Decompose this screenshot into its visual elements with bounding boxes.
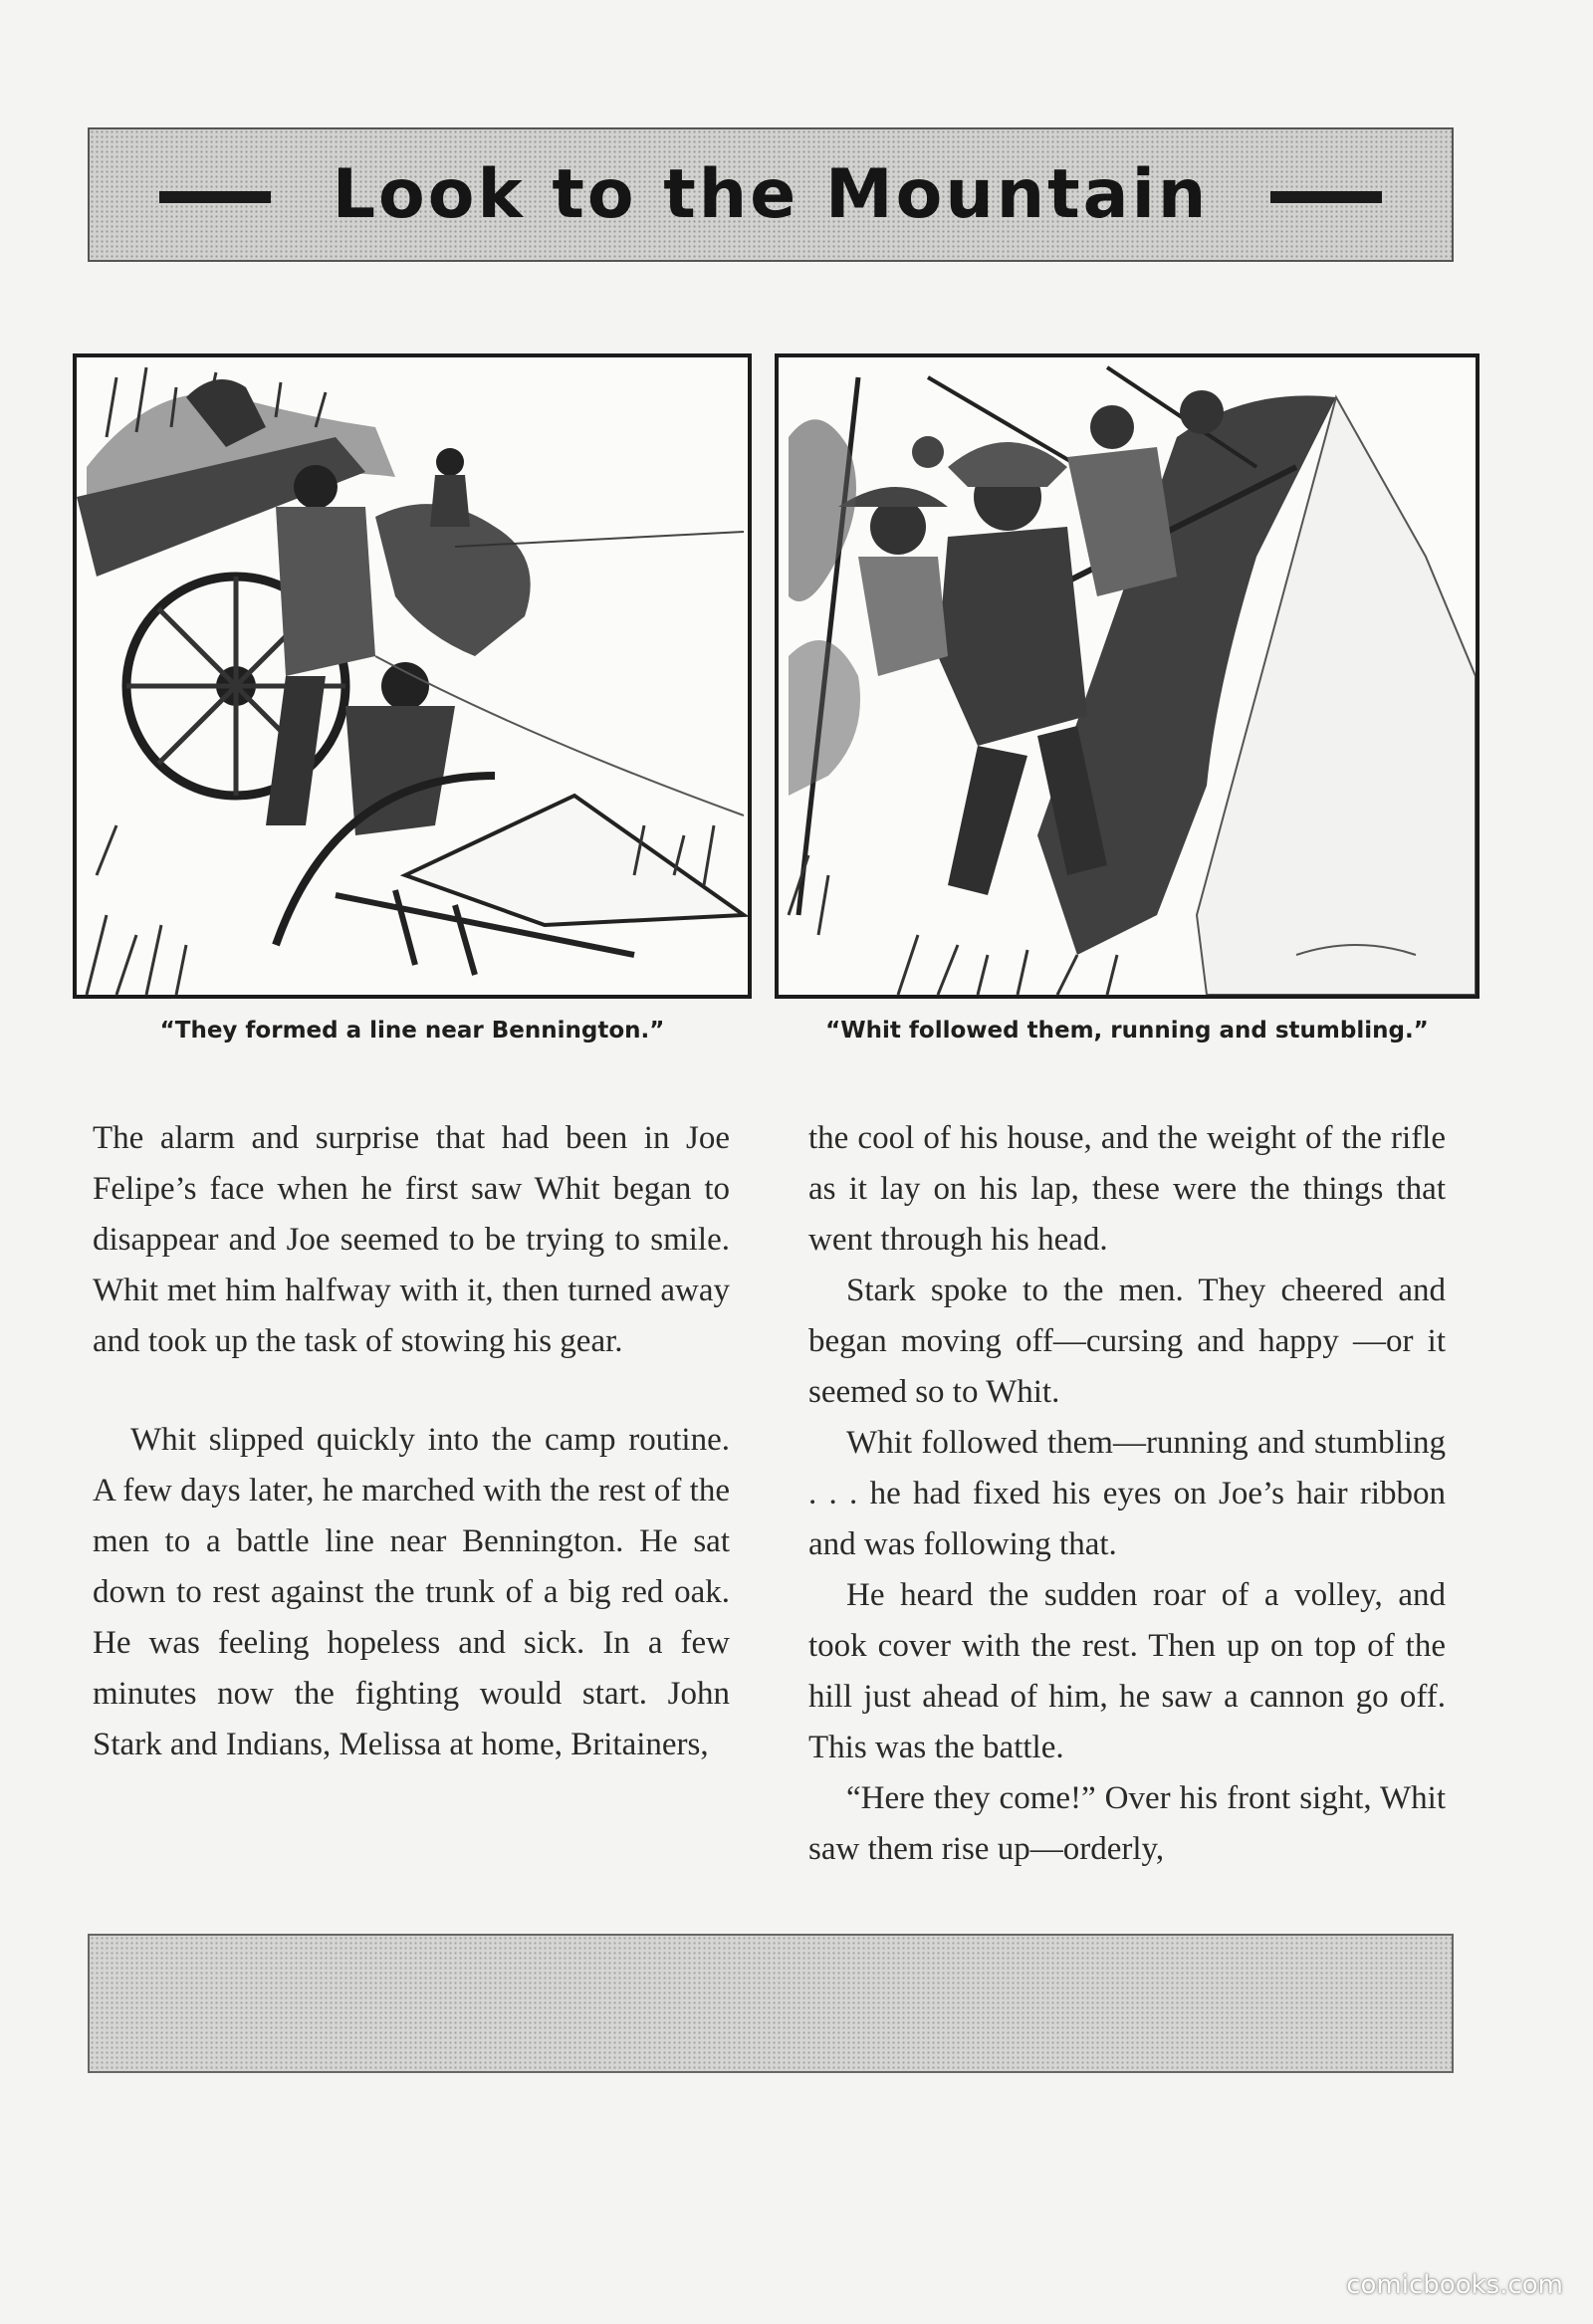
- page-title: Look to the Mountain: [332, 155, 1210, 234]
- paragraph: Whit slipped quickly into the camp routine. A few days later, he marched with the rest of the men to a battle line near Bennington. He sat down to rest against the trunk of a big red oak. He was feeling hopeless and sick. In a few minutes now the fighting would start. John Stark and Indians, Melissa at home, Britainers,: [93, 1422, 730, 1762]
- paragraph: He heard the sudden roar of a volley, and took cover with the rest. Then up on top of the hill just ahead of him, he saw a cannon go off. This was the battle.: [808, 1577, 1446, 1765]
- footer-band: [88, 1934, 1454, 2073]
- title-banner: [88, 127, 1454, 262]
- illustration-panel-left: [73, 353, 752, 999]
- panel-caption-right: “Whit followed them, running and stumbling.”: [825, 1018, 1429, 1044]
- paragraph: Stark spoke to the men. They cheered and began moving off—cursing and happy —or it seemed so to Whit.: [808, 1273, 1446, 1410]
- paragraph: the cool of his house, and the weight of the rifle as it lay on his lap, these were the things that went through his head.: [808, 1120, 1446, 1258]
- soldiers-charging-illustration-icon: [779, 357, 1476, 995]
- text-column-left: [93, 1113, 730, 1770]
- paragraph: The alarm and surprise that had been in Joe Felipe’s face when he first saw Whit began to disappear and Joe seemed to be trying to smile. Whit met him halfway with it, then turned away and took up the task of stowing his gear.: [93, 1120, 730, 1359]
- text-column-right: [808, 1113, 1446, 1875]
- panel-caption-left: “They formed a line near Bennington.”: [159, 1018, 665, 1044]
- watermark: comicbooks.com: [1346, 2270, 1563, 2300]
- illustration-panel-right: [775, 353, 1479, 999]
- paragraph: Whit followed them—running and stumbling . . . he had fixed his eyes on Joe’s hair ribbon and was following that.: [808, 1425, 1446, 1562]
- title-dash-left: [159, 191, 271, 203]
- paragraph: “Here they come!” Over his front sight, Whit saw them rise up—orderly,: [808, 1780, 1446, 1867]
- title-dash-right: [1270, 191, 1382, 203]
- cannon-crew-illustration-icon: [77, 357, 748, 995]
